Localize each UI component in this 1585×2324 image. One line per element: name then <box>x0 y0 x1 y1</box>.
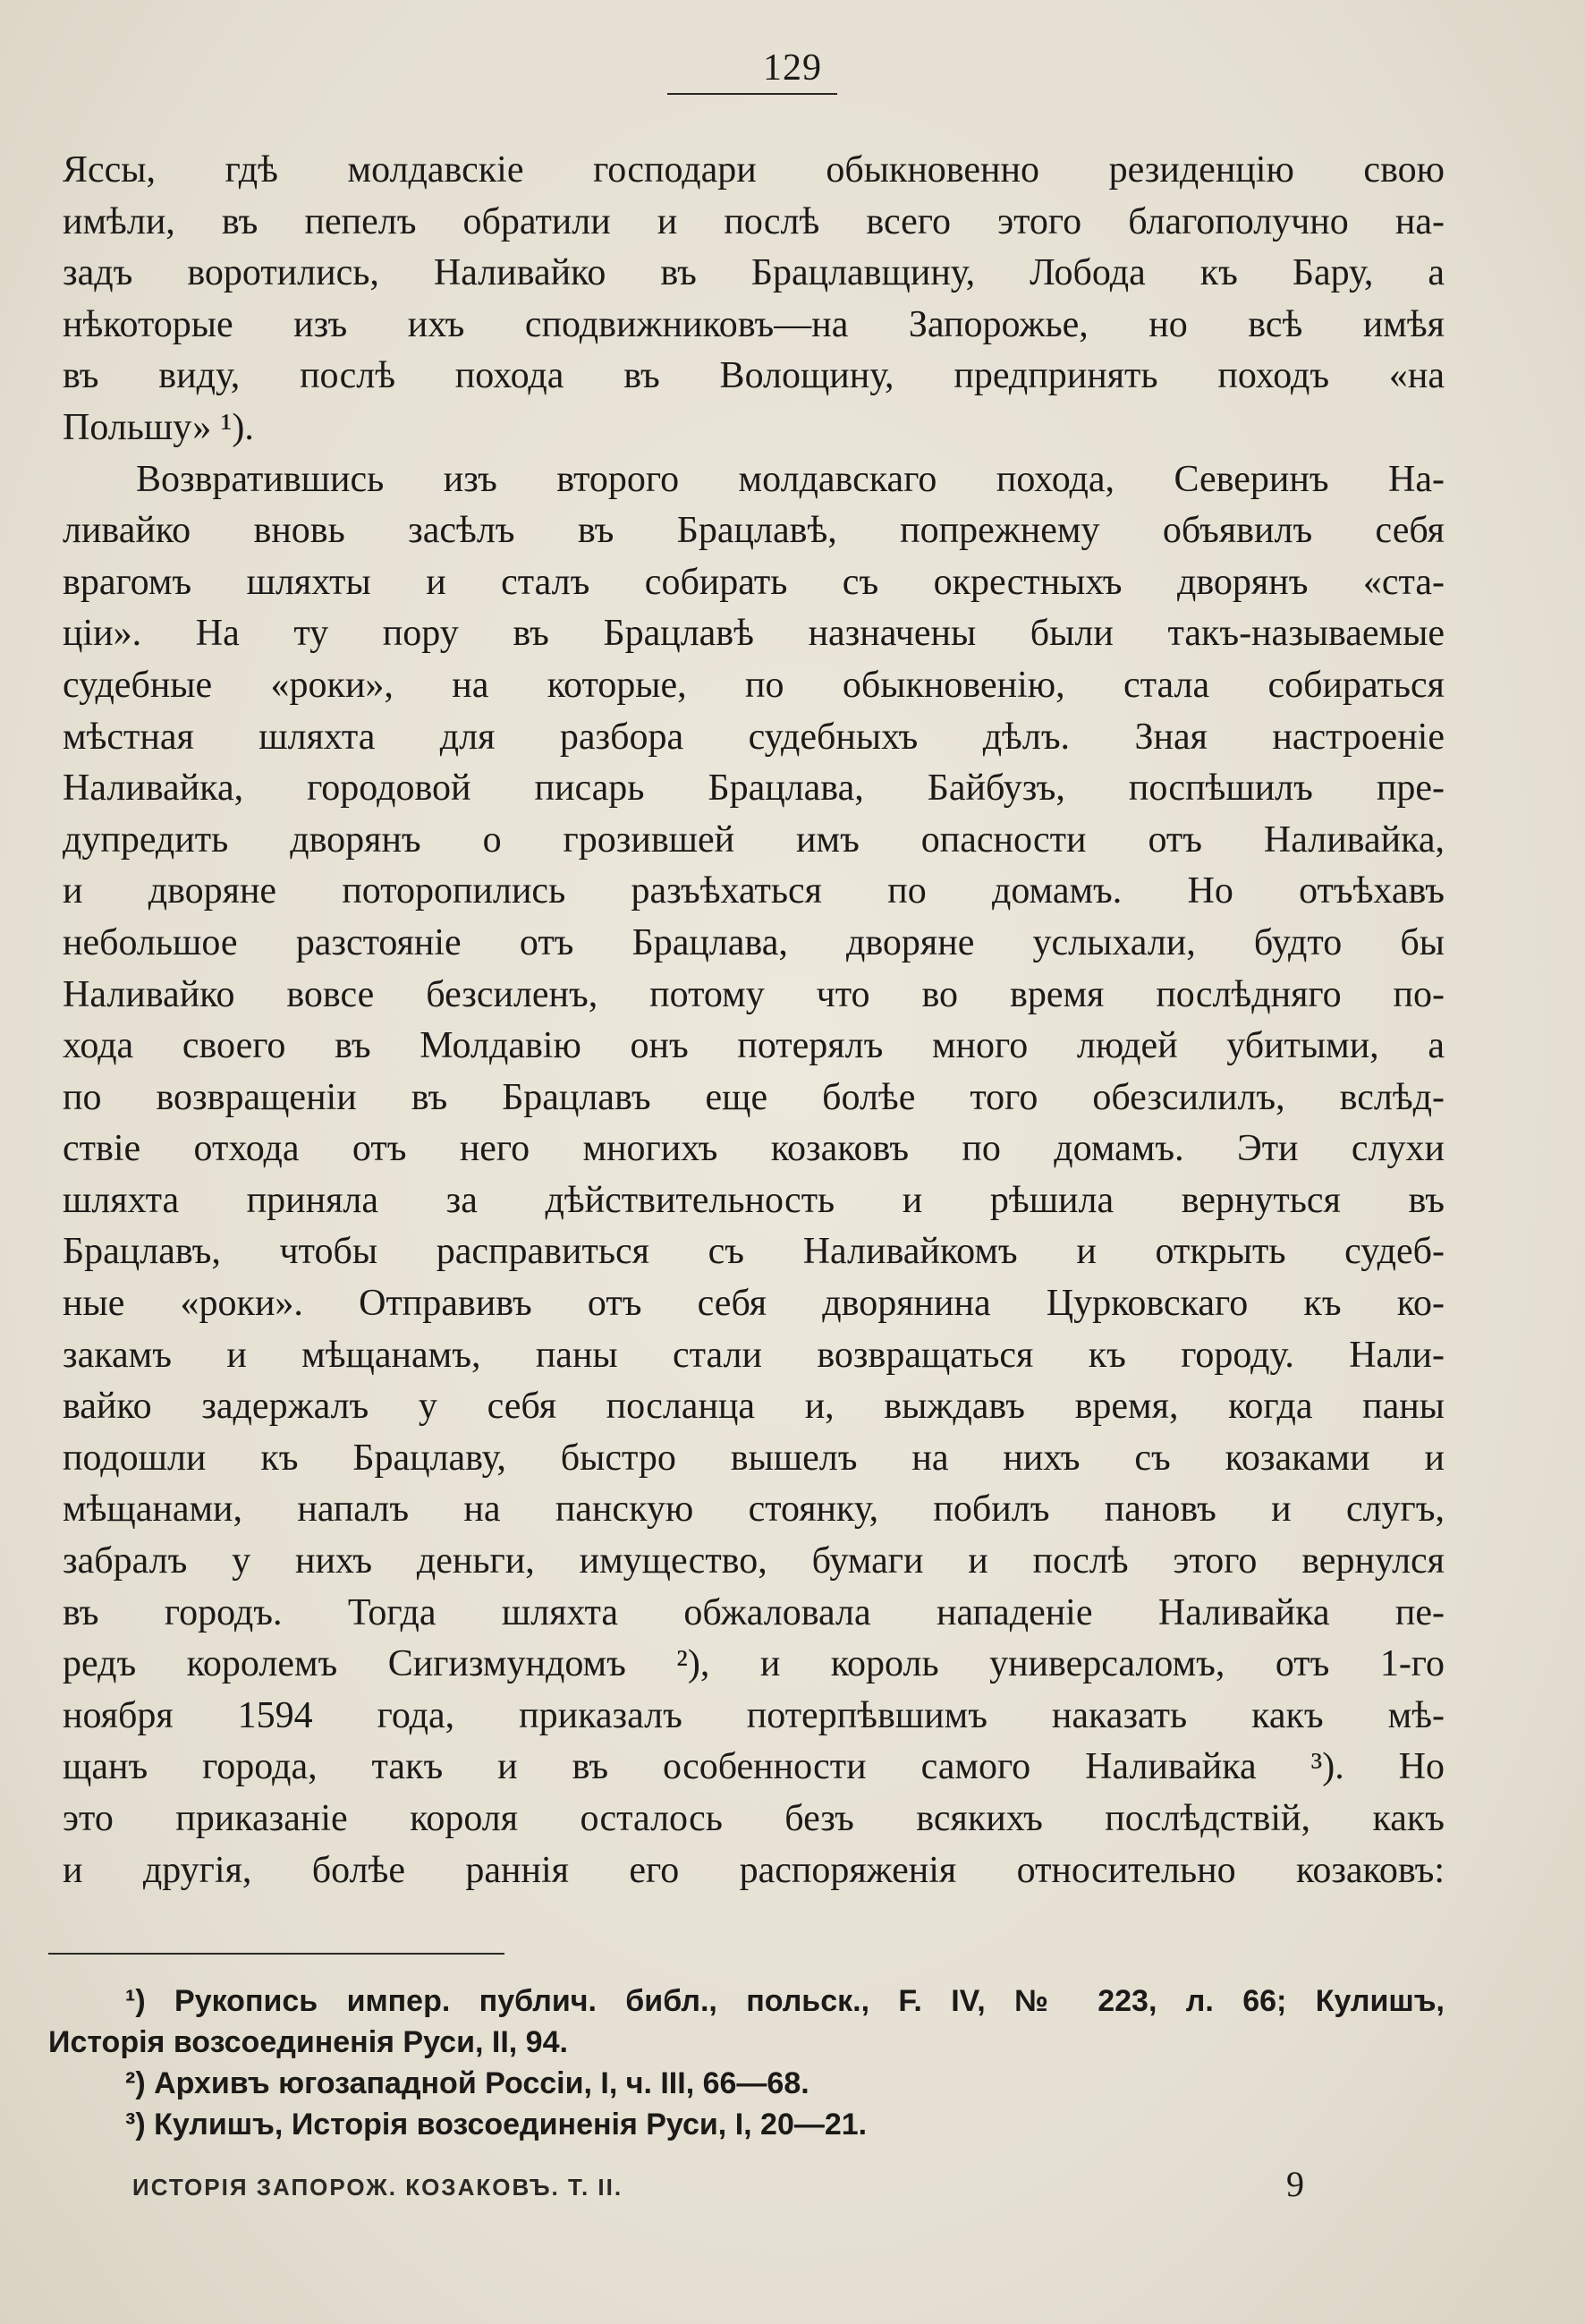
text-line: ливайко вновь засѣлъ въ Брацлавѣ, попрежнему объявилъ себя <box>63 510 1445 552</box>
footnote-rule <box>48 1953 504 1955</box>
text-line: Польшу» ¹). <box>63 406 254 448</box>
page-number: 129 <box>763 47 822 89</box>
footnote-1: ¹) Рукопись импер. публич. библ., польск., F. IV, № 223, л. 66; Кулишъ, <box>125 1984 1445 2018</box>
text-line: шляхта приняла за дѣйствительность и рѣшила вернуться въ <box>63 1179 1445 1221</box>
text-line: щанъ города, такъ и въ особенности самого Наливайка ³). Но <box>63 1746 1445 1788</box>
text-line: въ городъ. Тогда шляхта обжаловала нападеніе Наливайка пе- <box>63 1591 1445 1633</box>
text-line: закамъ и мѣщанамъ, паны стали возвращаться къ городу. Нали- <box>63 1334 1445 1376</box>
text-line: ные «роки». Отправивъ отъ себя дворянина Цурковскаго къ ко- <box>63 1283 1445 1325</box>
footnote-2: ²) Архивъ югозападной Россіи, I, ч. III, 66—68. <box>125 2066 809 2100</box>
body-text <box>63 145 1445 1896</box>
text-line: ціи». На ту пору въ Брацлавѣ назначены были такъ-называемые <box>63 613 1445 655</box>
text-line: имѣли, въ пепелъ обратили и послѣ всего этого благополучно на- <box>63 200 1445 242</box>
text-line: и дворяне поторопились разъѣхаться по домамъ. Но отъѣхавъ <box>63 870 1445 912</box>
text-line: врагомъ шляхты и сталъ собирать съ окрестныхъ дворянъ «ста- <box>63 561 1445 603</box>
text-line: мѣстная шляхта для разбора судебныхъ дѣлъ. Зная настроеніе <box>63 716 1445 758</box>
text-line: ствіе отхода отъ него многихъ козаковъ по домамъ. Эти слухи <box>63 1128 1445 1170</box>
text-line: хода своего въ Молдавію онъ потерялъ много людей убитыми, а <box>63 1025 1445 1067</box>
text-line: ноября 1594 года, приказалъ потерпѣвшимъ наказать какъ мѣ- <box>63 1694 1445 1736</box>
text-line: нѣкоторые изъ ихъ сподвижниковъ—на Запорожье, но всѣ имѣя <box>63 303 1445 345</box>
text-line: Наливайка, городовой писарь Брацлава, Байбузъ, поспѣшилъ пре- <box>63 768 1445 810</box>
text-line: забралъ у нихъ деньги, имущество, бумаги и послѣ этого вернулся <box>63 1540 1445 1582</box>
text-line: это приказаніе короля осталось безъ всякихъ послѣдствій, какъ <box>63 1798 1445 1839</box>
text-line: Яссы, гдѣ молдавскіе господари обыкновенно резиденцію свою <box>63 149 1445 191</box>
text-line: мѣщанами, напалъ на панскую стоянку, побилъ пановъ и слугъ, <box>63 1489 1445 1531</box>
text-line: задъ воротились, Наливайко въ Брацлавщину, Лобода къ Бару, а <box>63 252 1445 294</box>
text-line: небольшое разстояніе отъ Брацлава, дворяне услыхали, будто бы <box>63 921 1445 963</box>
text-line: судебные «роки», на которые, по обыкновенію, стала собираться <box>63 664 1445 706</box>
footnote-3: ³) Кулишъ, Исторія возсоединенія Руси, I, 20—21. <box>125 2108 868 2142</box>
signature-number: 9 <box>1286 2164 1304 2204</box>
text-line: и другія, болѣе раннія его распоряженія относительно козаковъ: <box>63 1849 1445 1891</box>
text-line: Наливайко вовсе безсиленъ, потому что во время послѣдняго по- <box>63 973 1445 1015</box>
footnotes <box>48 1980 1445 2145</box>
text-line: Возвратившись изъ второго молдавскаго похода, Северинъ На- <box>136 458 1445 500</box>
text-line: въ виду, послѣ похода въ Волощину, предпринять походъ «на <box>63 355 1445 397</box>
text-line: дупредить дворянъ о грозившей имъ опасности отъ Наливайка, <box>63 818 1445 861</box>
text-line: по возвращеніи въ Брацлавъ еще болѣе того обезсилилъ, вслѣд- <box>63 1076 1445 1118</box>
printer-signature: ИСТОРІЯ ЗАПОРОЖ. КОЗАКОВЪ. Т. II. <box>132 2174 623 2201</box>
text-line: подошли къ Брацлаву, быстро вышелъ на нихъ съ козаками и <box>63 1437 1445 1479</box>
text-line: Брацлавъ, чтобы расправиться съ Наливайкомъ и открыть судеб- <box>63 1231 1445 1273</box>
text-line: вайко задержалъ у себя посланца и, выждавъ время, когда паны <box>63 1386 1445 1428</box>
footnote-1-continuation: Исторія возсоединенія Руси, II, 94. <box>48 2025 568 2059</box>
page-number-rule <box>667 93 837 95</box>
text-line: редъ королемъ Сигизмундомъ ²), и король универсаломъ, отъ 1-го <box>63 1643 1445 1685</box>
